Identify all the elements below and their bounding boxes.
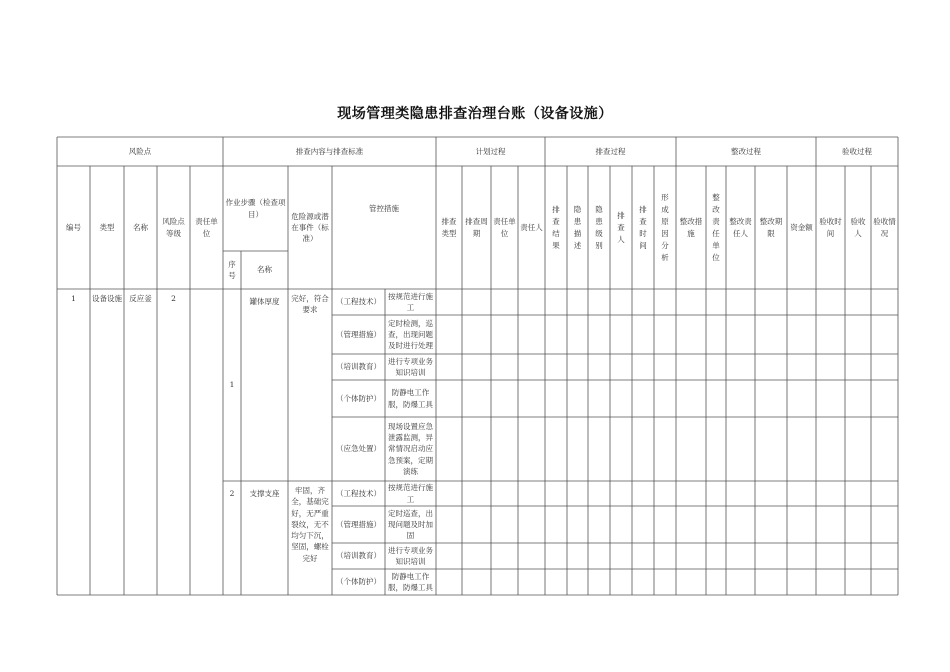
header-check-time <box>632 166 654 289</box>
measure-text: 现场设置应急泄露监测，异常情况启动应急预案，定期演练 <box>388 421 433 476</box>
header-plan-resp-person: 责任人 <box>520 222 543 232</box>
header-cause-analysis-text: 形成原因分析 <box>661 192 669 262</box>
measure-category: （培训教育） <box>336 551 381 561</box>
group-plan-process: 计划过程 <box>475 146 506 156</box>
header-control-measures: 管控措施 <box>369 203 399 213</box>
header-item-name: 名称 <box>257 265 272 275</box>
header-checker <box>610 166 632 289</box>
header-seq: 序号 <box>228 259 236 280</box>
measure-text: 按规范进行施工 <box>388 483 433 504</box>
item-seq: 2 <box>229 488 235 498</box>
header-fund-amount: 资金额 <box>790 222 813 232</box>
group-check-process: 排查过程 <box>595 146 626 156</box>
header-hazard-desc <box>567 166 588 289</box>
measure-category: （个体防护） <box>336 393 381 403</box>
record-name: 反应釜 <box>129 294 152 303</box>
header-plan-resp-unit: 责任单位 <box>493 217 516 238</box>
measure-category: （应急处置） <box>336 444 381 454</box>
measure-category: （管理措施） <box>336 519 381 529</box>
group-risk-point: 风险点 <box>128 146 152 156</box>
group-rectify-process: 整改过程 <box>731 146 761 156</box>
header-hazard-desc-text: 隐患描述 <box>573 204 582 250</box>
measure-category: （工程技术） <box>336 488 381 498</box>
header-hazard-level-text: 隐患级别 <box>595 204 603 250</box>
item-hazard: 完好，符合要求 <box>291 294 329 315</box>
header-name: 名称 <box>133 222 148 232</box>
header-rectify-person: 整改责任人 <box>729 217 752 238</box>
header-work-steps: 作业步骤（检查项目） <box>225 198 286 219</box>
header-rectify-measure: 整改措施 <box>679 217 703 238</box>
header-accept-status: 验收情况 <box>873 217 896 238</box>
measure-category: （管理措施） <box>336 329 381 339</box>
header-check-time-text: 排查时间 <box>639 204 647 250</box>
measure-text: 进行专项业务知识培训 <box>388 545 433 566</box>
measure-category: （个体防护） <box>336 577 381 587</box>
measure-category: （工程技术） <box>336 297 381 307</box>
header-hazard: 危险源或潜在事件（标准） <box>291 211 329 244</box>
measure-text: 定时巡查，出现问题及时加固 <box>388 508 433 541</box>
header-check-result-text: 排查结果 <box>552 204 560 250</box>
header-hazard-level <box>588 166 610 289</box>
item-name: 支撑支座 <box>249 488 280 498</box>
item-name: 罐体厚度 <box>249 297 280 307</box>
header-checker-text: 排查人 <box>617 210 625 244</box>
header-check-type: 排查类型 <box>441 217 457 238</box>
header-rectify-unit <box>706 166 726 289</box>
header-type: 类型 <box>99 222 115 232</box>
group-accept-process: 验收过程 <box>842 146 872 156</box>
header-check-period: 排查周期 <box>465 217 488 238</box>
header-resp-unit: 责任单位 <box>195 217 218 238</box>
header-rectify-unit-text: 整改责任单位 <box>712 192 720 262</box>
measure-text: 防静电工作服，防爆工具 <box>388 388 433 409</box>
header-accept-time: 验收时间 <box>819 217 842 238</box>
header-check-result <box>545 166 567 289</box>
item-hazard: 牢固，齐全，基础完好，无严重裂纹，无不均匀下沉，坚固，螺栓完好 <box>291 486 329 563</box>
measure-text: 按规范进行施工 <box>388 291 433 312</box>
header-cause-analysis <box>654 166 676 289</box>
measure-text: 防静电工作服，防爆工具 <box>388 571 433 592</box>
page-title: 现场管理类隐患排查治理台账（设备设施） <box>337 106 613 122</box>
header-number: 编号 <box>66 222 81 232</box>
record-risk-level: 2 <box>171 294 176 303</box>
measure-category: （培训教育） <box>336 362 381 372</box>
item-seq: 1 <box>229 380 235 390</box>
record-number: 1 <box>71 294 76 303</box>
header-rectify-deadline: 整改期限 <box>759 217 783 238</box>
measure-text: 进行专项业务知识培训 <box>388 356 433 377</box>
group-check-content: 排查内容与排查标准 <box>295 146 364 156</box>
record-type: 设备设施 <box>92 294 122 303</box>
header-risk-level: 风险点等级 <box>162 217 185 238</box>
measure-text: 定时检测，巡查，出现问题及时进行处理 <box>388 318 433 351</box>
header-accept-person: 验收人 <box>850 217 866 238</box>
